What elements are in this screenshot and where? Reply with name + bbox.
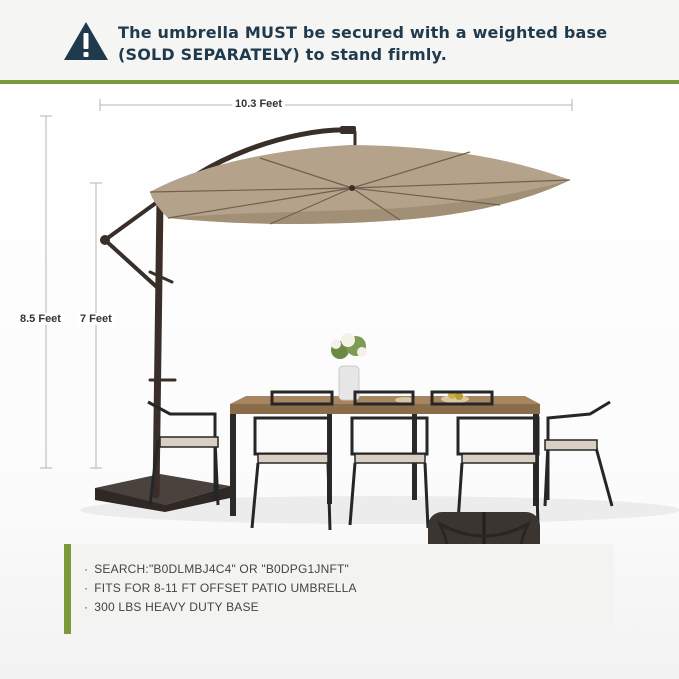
list-item [84,598,357,617]
bullet-icon: · [84,600,89,614]
bullet-icon: · [84,581,89,595]
weight-text: 300 LBS HEAVY DUTY BASE [94,600,259,614]
feature-list [84,560,357,617]
width-dimension-label: 10.3 Feet [232,98,285,110]
list-item [84,579,357,598]
umbrella-canopy [150,145,570,224]
warning-text-line-2: (SOLD SEPARATELY) to stand firmly. [118,45,447,64]
pole-height-label: 7 Feet [77,313,115,325]
fit-text: FITS FOR 8-11 FT OFFSET PATIO UMBRELLA [94,581,357,595]
bullet-icon: · [84,562,89,576]
warning-text-line-1: The umbrella MUST be secured with a weighted base [118,23,608,42]
total-height-label: 8.5 Feet [17,313,64,325]
search-codes-text: SEARCH:"B0DLMBJ4C4" OR "B0DPG1JNFT" [94,562,349,576]
list-item [84,560,357,579]
info-accent-bar [64,544,71,634]
